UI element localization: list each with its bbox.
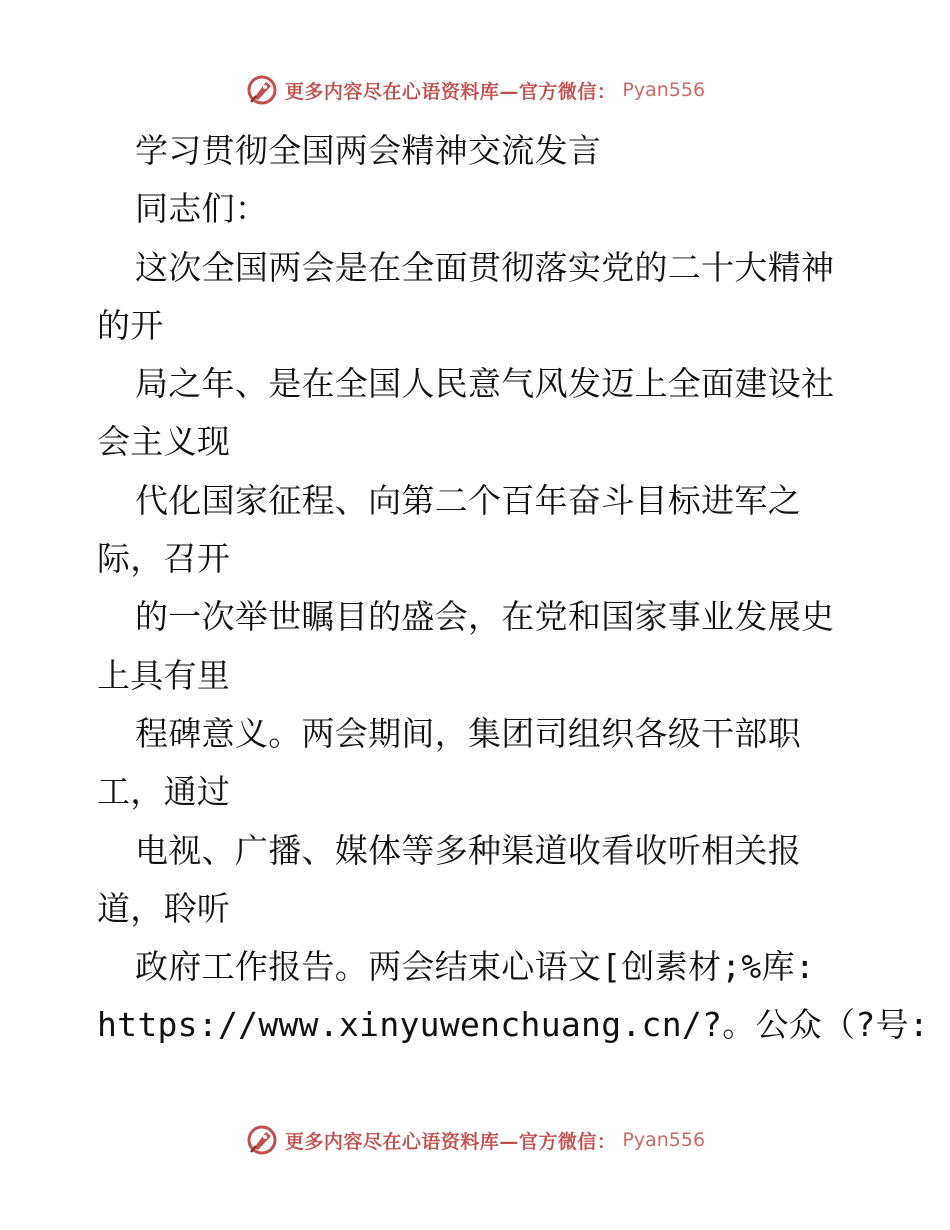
banner-wechat-id: Pyan556 xyxy=(622,1129,706,1151)
footer-banner xyxy=(0,1120,950,1160)
paragraph-line: 上具有里 xyxy=(97,655,231,695)
salutation: 同志们： xyxy=(135,189,269,229)
paragraph-line: 局之年、是在全国人民意气风发迈上全面建设社 xyxy=(135,364,835,404)
paragraph-line: 的开 xyxy=(97,305,164,345)
document-body xyxy=(97,122,930,1055)
paragraph-line: 程碑意义。两会期间，集团司组织各级干部职 xyxy=(135,713,801,753)
banner-text: 更多内容尽在心语资料库—官方微信： xyxy=(284,1130,617,1153)
banner-wechat-id: Pyan556 xyxy=(622,79,706,101)
pen-nib-logo-icon xyxy=(245,73,279,107)
paragraph-line: 政府工作报告。两会结束心语文[创素材;%库: xyxy=(135,947,816,987)
footer-banner-content xyxy=(245,1123,705,1157)
paragraph-line: 会主义现 xyxy=(97,422,231,462)
paragraph-line: 工，通过 xyxy=(97,772,231,812)
header-banner-content xyxy=(245,73,705,107)
paragraph-line: https://www.xinyuwenchuang.cn/?。公众（?号: xyxy=(97,1005,930,1045)
paragraph-line: 的一次举世瞩目的盛会，在党和国家事业发展史 xyxy=(135,597,835,637)
paragraph-line: 际，召开 xyxy=(97,539,231,579)
header-banner xyxy=(0,70,950,110)
paragraph-line: 这次全国两会是在全面贯彻落实党的二十大精神 xyxy=(135,247,835,287)
document-title: 学习贯彻全国两会精神交流发言 xyxy=(135,131,602,170)
paragraph-line: 道，聆听 xyxy=(97,888,231,928)
paragraph-line: 代化国家征程、向第二个百年奋斗目标进军之 xyxy=(135,480,801,520)
paragraph-line: 电视、广播、媒体等多种渠道收看收听相关报 xyxy=(135,830,801,870)
pen-nib-logo-icon xyxy=(245,1123,279,1157)
banner-text: 更多内容尽在心语资料库—官方微信： xyxy=(284,80,617,103)
